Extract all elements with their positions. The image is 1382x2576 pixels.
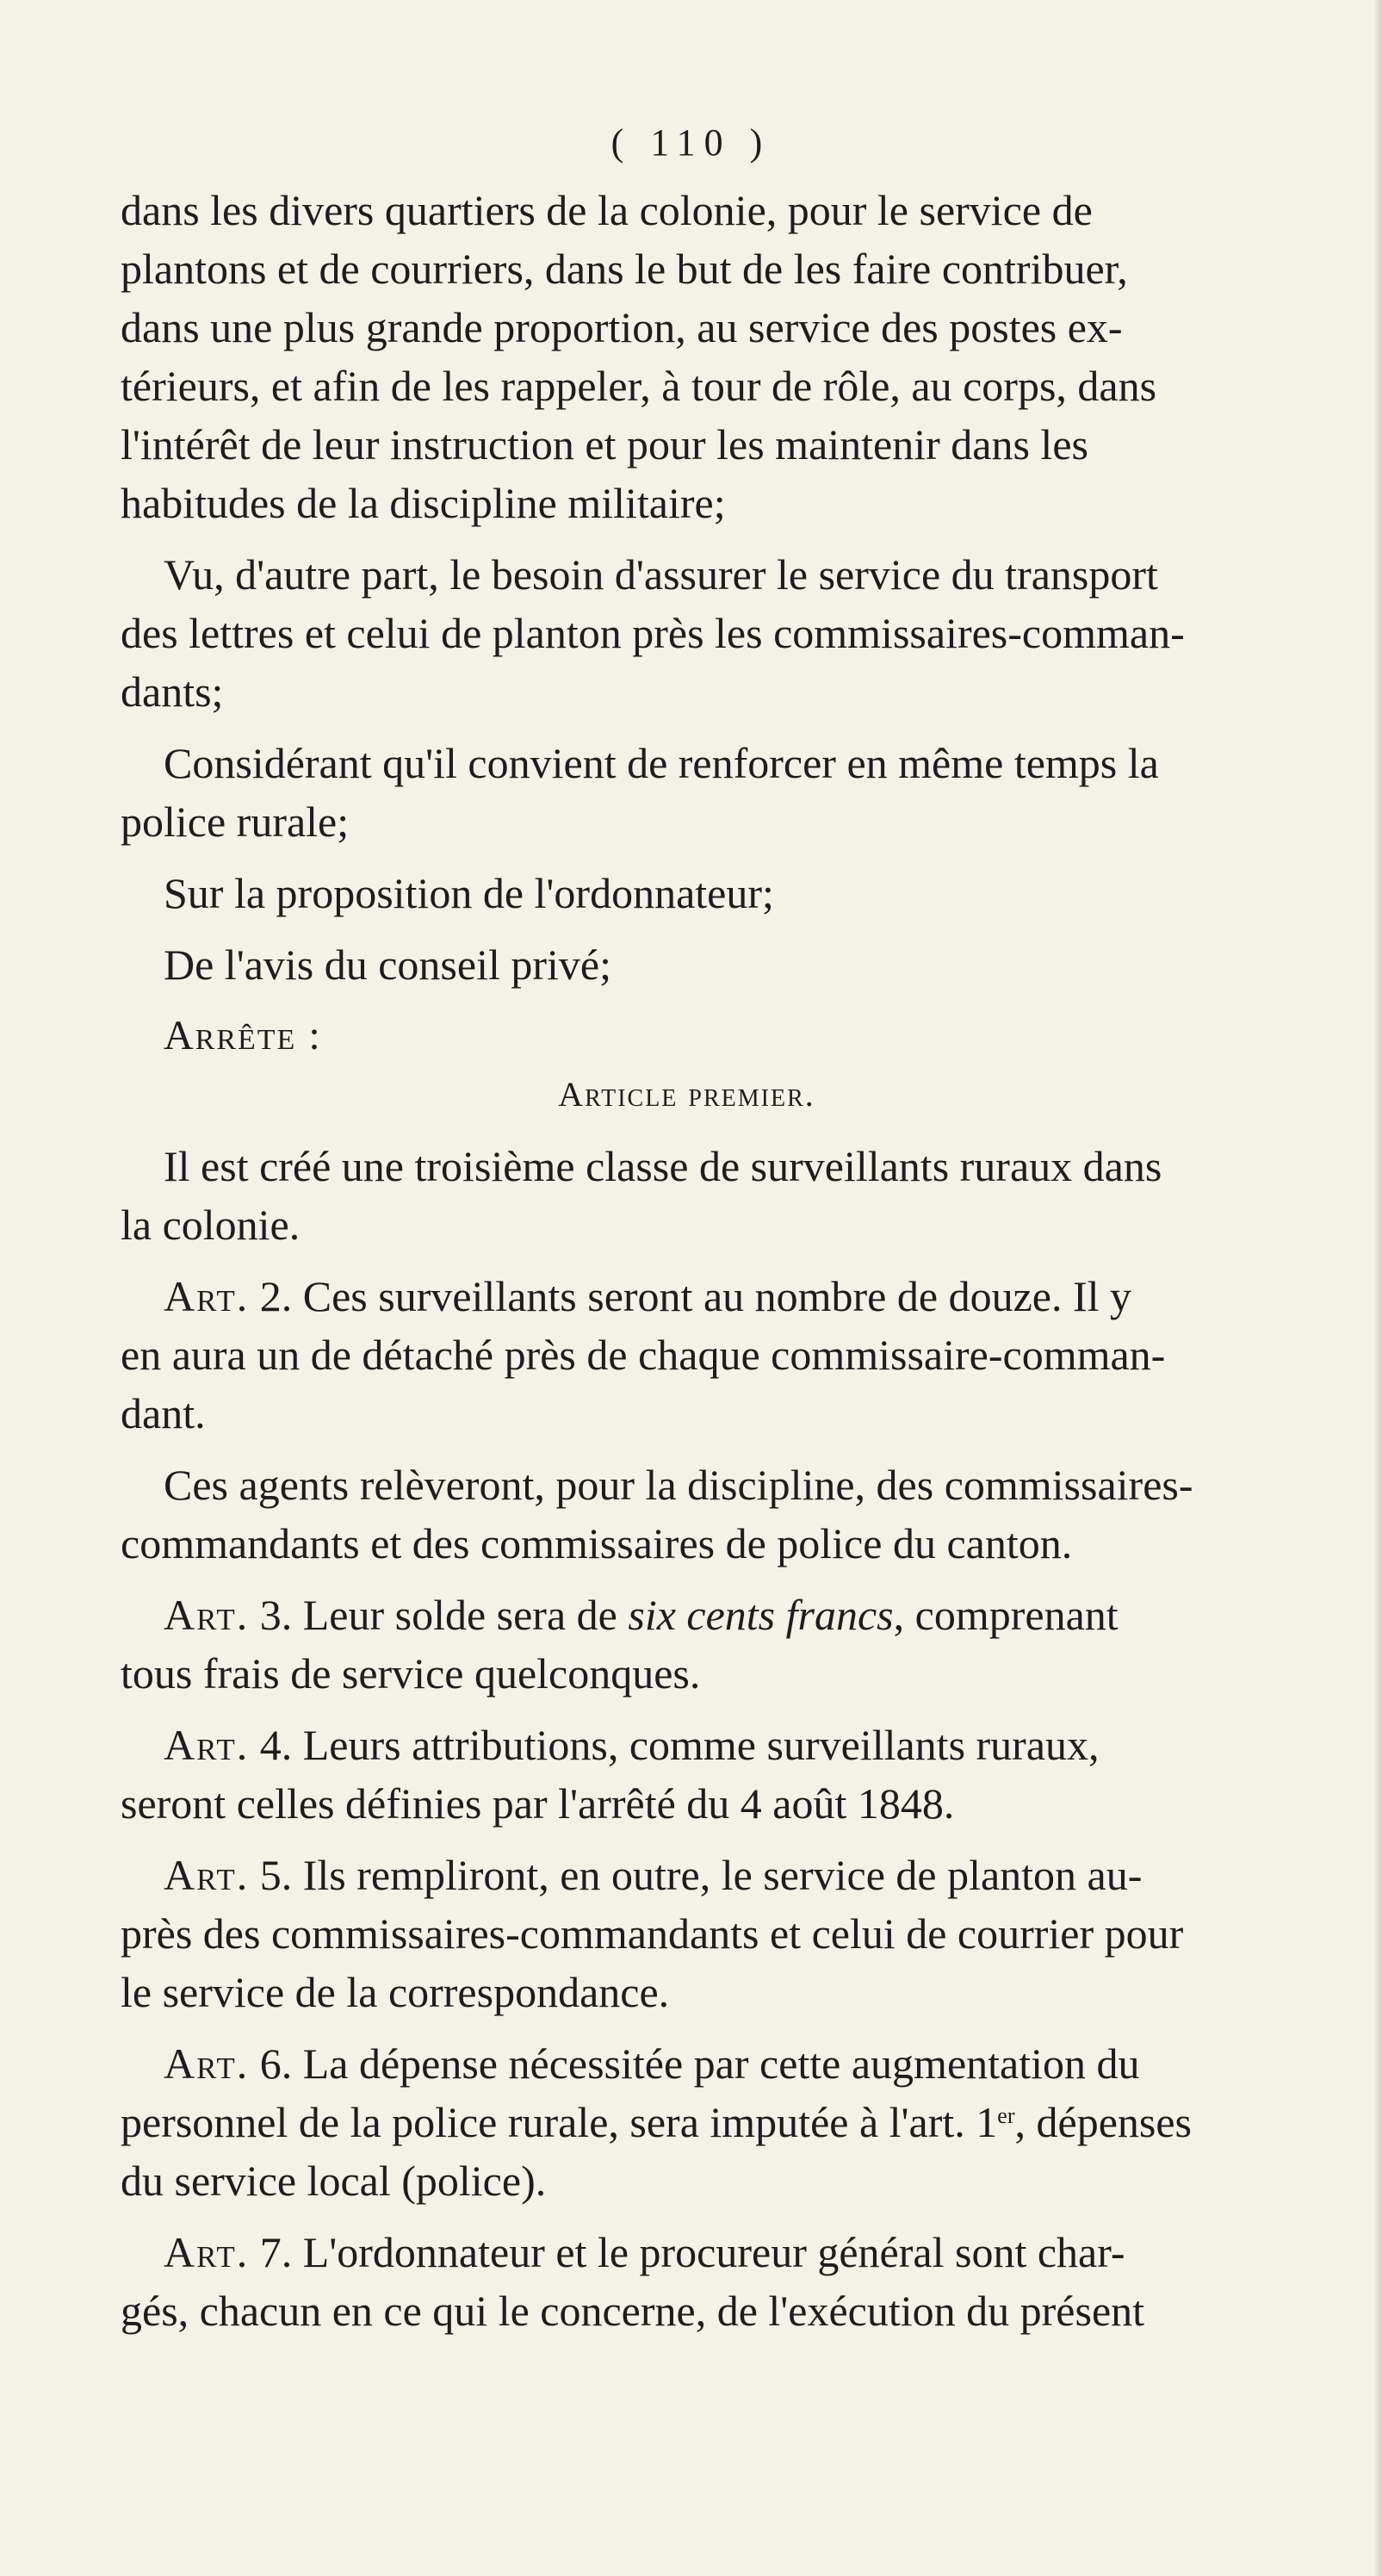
article-label: Art. — [164, 1272, 250, 1320]
text-line: l'intérêt de leur instruction et pour les maintenir dans les — [121, 420, 1088, 469]
article-4 — [121, 1716, 1382, 1833]
text-line — [121, 2034, 1382, 2093]
article-6 — [121, 2034, 1382, 2210]
text-line: dans les divers quartiers de la colonie, pour le service de — [121, 186, 1093, 234]
article-text: , dépenses — [1014, 2098, 1192, 2146]
article-number: 6. — [259, 2039, 293, 2088]
article-label: Art. — [164, 2039, 250, 2088]
text-line: la colonie. — [121, 1201, 301, 1249]
article-text: Ces surveillants seront au nombre de douze. Il y — [302, 1272, 1131, 1320]
article-number: 7. — [259, 2228, 293, 2276]
text-line: dants; — [121, 667, 224, 716]
article-5 — [121, 1846, 1382, 2021]
text-line: des lettres et celui de planton près les commissaires-comman- — [121, 609, 1185, 657]
superscript: er — [997, 2103, 1015, 2128]
text-line: térieurs, et afin de les rappeler, à tour de rôle, au corps, dans — [121, 362, 1157, 410]
paragraph-considerant — [121, 734, 1382, 851]
text-line: Sur la proposition de l'ordonnateur; — [164, 869, 774, 917]
text-line: le service de la correspondance. — [121, 1968, 670, 2016]
paragraph-continuation — [121, 181, 1382, 532]
text-line — [121, 1586, 1382, 1644]
article-label: Art. — [164, 2228, 250, 2276]
text-line — [121, 2093, 1382, 2151]
article-number: 2. — [259, 1272, 293, 1320]
text-line: Considérant qu'il convient de renforcer en même temps la — [164, 739, 1159, 787]
article-text: L'ordonnateur et le procureur général sont char- — [302, 2228, 1125, 2276]
text-line — [121, 2223, 1382, 2281]
text-line: habitudes de la discipline militaire; — [121, 479, 726, 527]
text-line: Vu, d'autre part, le besoin d'assurer le service du transport — [164, 550, 1158, 599]
article-number: 4. — [259, 1721, 293, 1769]
article-text: Leur solde sera de — [302, 1591, 629, 1639]
text-line: tous frais de service quelconques. — [121, 1649, 701, 1698]
text-line: plantons et de courriers, dans le but de les faire contribuer, — [121, 245, 1128, 293]
article-title — [121, 1065, 1382, 1124]
article-number: 5. — [259, 1851, 293, 1899]
article-2-continuation — [121, 1456, 1382, 1573]
article-label: Art. — [164, 1851, 250, 1899]
text-line: Ces agents relèveront, pour la discipline, des commissaires- — [164, 1461, 1193, 1509]
text-line — [121, 1267, 1382, 1325]
article-number: 3. — [259, 1591, 293, 1639]
article-2 — [121, 1267, 1382, 1443]
text-line: dans une plus grande proportion, au service des postes ex- — [121, 303, 1123, 351]
article-7 — [121, 2223, 1382, 2340]
arrete-heading — [121, 1007, 1382, 1065]
text-line: De l'avis du conseil privé; — [164, 940, 611, 989]
text-line: seront celles définies par l'arrêté du 4 août 1848. — [121, 1779, 955, 1828]
text-line: dant. — [121, 1389, 206, 1437]
heading-text: Arrête : — [164, 1013, 322, 1058]
text-line: Il est créé une troisième classe de surveillants ruraux dans — [164, 1142, 1162, 1190]
text-line: police rurale; — [121, 798, 350, 846]
text-line: commandants et des commissaires de police du canton. — [121, 1519, 1073, 1567]
body-text — [121, 181, 1382, 2340]
article-label: Art. — [164, 1721, 250, 1769]
article-text: La dépense nécessitée par cette augmentation du — [302, 2039, 1140, 2088]
paragraph-vu — [121, 545, 1382, 721]
article-text: Ils rempliront, en outre, le service de planton au- — [302, 1851, 1143, 1899]
article-text: personnel de la police rurale, sera imputée à l'art. 1 — [121, 2098, 998, 2146]
text-line: en aura un de détaché près de chaque commissaire-comman- — [121, 1331, 1166, 1379]
heading-text: Article premier. — [558, 1075, 815, 1114]
article-1 — [121, 1137, 1382, 1254]
text-line: près des commissaires-commandants et celui de courrier pour — [121, 1909, 1184, 1958]
paragraph-avis — [121, 935, 1382, 994]
emphasis-text: six cents francs — [628, 1591, 894, 1639]
article-3 — [121, 1586, 1382, 1703]
article-text: , comprenant — [893, 1591, 1119, 1639]
paragraph-proposition — [121, 864, 1382, 922]
article-label: Art. — [164, 1591, 250, 1639]
text-line: du service local (police). — [121, 2157, 547, 2205]
page-number: ( 110 ) — [610, 121, 772, 164]
text-line — [121, 1846, 1382, 1904]
text-line: gés, chacun en ce qui le concerne, de l'exécution du présent — [121, 2287, 1145, 2335]
article-text: Leurs attributions, comme surveillants ruraux, — [302, 1721, 1100, 1769]
text-line — [121, 1716, 1382, 1774]
